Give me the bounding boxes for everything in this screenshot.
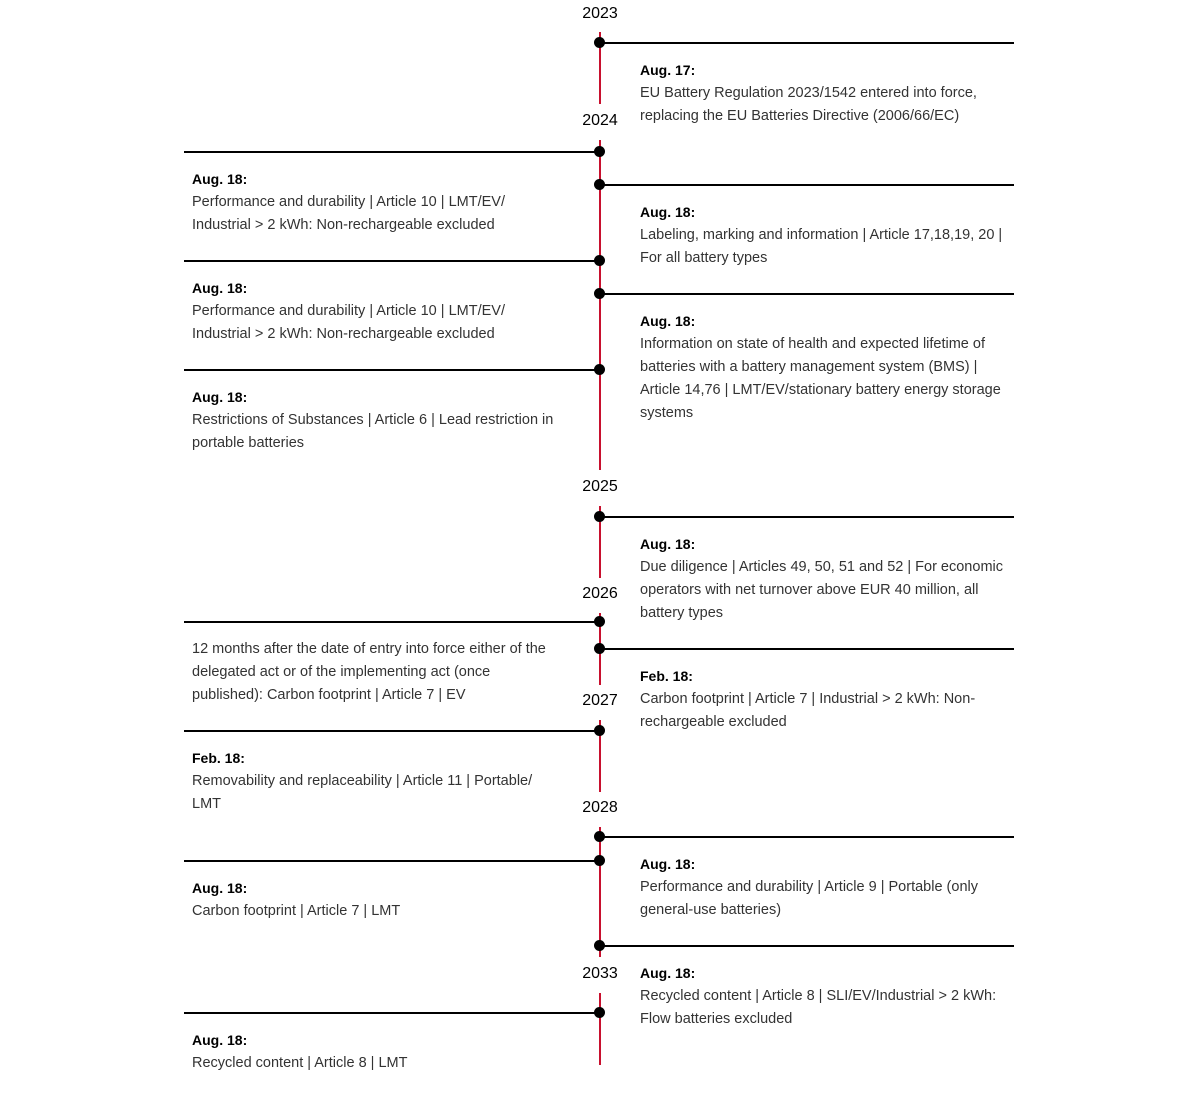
entry-date: Aug. 18: — [640, 536, 696, 552]
year-label: 2027 — [582, 692, 618, 709]
connector-line — [184, 151, 600, 153]
timeline-marker — [594, 725, 605, 736]
timeline-entry — [640, 962, 1012, 1031]
entry-text: Information on state of health and expected lifetime of batteries with a battery management system (BMS) | Article 14,76 | LMT/EV/stationary battery energy storage systems — [640, 336, 1001, 421]
timeline-marker — [594, 616, 605, 627]
timeline-entry — [192, 747, 562, 816]
year-label: 2033 — [582, 965, 618, 982]
entry-text: EU Battery Regulation 2023/1542 entered into force, replacing the EU Batteries Directive (2006/66/EC) — [640, 85, 977, 124]
timeline-entry — [192, 386, 562, 455]
entry-date: Aug. 18: — [640, 856, 696, 872]
connector-line — [184, 860, 600, 862]
connector-line — [600, 184, 1014, 186]
entry-date: Aug. 18: — [640, 965, 696, 981]
timeline-marker — [594, 364, 605, 375]
entry-date: Feb. 18: — [640, 668, 693, 684]
entry-date: Aug. 18: — [192, 280, 248, 296]
entry-date: Aug. 17: — [640, 62, 696, 78]
timeline-entry — [192, 168, 562, 237]
entry-date: Feb. 18: — [192, 750, 245, 766]
entry-text: Performance and durability | Article 10 | LMT/EV/ Industrial > 2 kWh: Non-rechargeable excluded — [192, 194, 505, 233]
timeline-marker — [594, 1007, 605, 1018]
year-label: 2026 — [582, 585, 618, 602]
entry-date: Aug. 18: — [640, 204, 696, 220]
timeline-marker — [594, 288, 605, 299]
entry-date: Aug. 18: — [192, 171, 248, 187]
entry-text: Restrictions of Substances | Article 6 | Lead restriction in portable batteries — [192, 412, 554, 451]
year-label: 2028 — [582, 799, 618, 816]
timeline-marker — [594, 179, 605, 190]
year-label: 2024 — [582, 112, 618, 129]
timeline-axis — [599, 993, 601, 1065]
entry-text: Removability and replaceability | Article 11 | Portable/ LMT — [192, 773, 533, 812]
timeline-axis — [599, 827, 601, 957]
timeline-marker — [594, 940, 605, 951]
timeline-entry — [640, 853, 1012, 922]
entry-text: Carbon footprint | Article 7 | LMT — [192, 903, 401, 919]
timeline-marker — [594, 831, 605, 842]
timeline-entry — [640, 665, 1012, 734]
timeline-marker — [594, 255, 605, 266]
timeline-entry — [192, 277, 562, 346]
connector-line — [600, 42, 1014, 44]
connector-line — [184, 260, 600, 262]
entry-text: Due diligence | Articles 49, 50, 51 and 52 | For economic operators with net turnover above EUR 40 million, all battery types — [640, 559, 1003, 621]
timeline-entry — [192, 638, 562, 707]
entry-text: Carbon footprint | Article 7 | Industrial > 2 kWh: Non-rechargeable excluded — [640, 691, 976, 730]
connector-line — [184, 369, 600, 371]
connector-line — [184, 730, 600, 732]
entry-date: Aug. 18: — [192, 1032, 248, 1048]
timeline-entry — [640, 533, 1012, 625]
timeline-marker — [594, 643, 605, 654]
connector-line — [184, 621, 600, 623]
connector-line — [600, 516, 1014, 518]
year-label: 2025 — [582, 478, 618, 495]
year-label: 2023 — [582, 5, 618, 22]
entry-text: Labeling, marking and information | Article 17,18,19, 20 | For all battery types — [640, 227, 1003, 266]
connector-line — [600, 836, 1014, 838]
timeline-marker — [594, 855, 605, 866]
connector-line — [600, 945, 1014, 947]
entry-text: Performance and durability | Article 9 | Portable (only general-use batteries) — [640, 879, 978, 918]
entry-text: Performance and durability | Article 10 | LMT/EV/ Industrial > 2 kWh: Non-rechargeable excluded — [192, 303, 505, 342]
timeline-entry — [640, 59, 1012, 128]
entry-text: Recycled content | Article 8 | LMT — [192, 1055, 408, 1071]
timeline-entry — [192, 1029, 562, 1075]
entry-text: Recycled content | Article 8 | SLI/EV/Industrial > 2 kWh: Flow batteries excluded — [640, 988, 997, 1027]
connector-line — [600, 648, 1014, 650]
entry-date: Aug. 18: — [192, 880, 248, 896]
connector-line — [184, 1012, 600, 1014]
entry-text: 12 months after the date of entry into force either of the delegated act or of the implementing act (once published): Carbon footprint | Article 7 | EV — [192, 641, 546, 703]
timeline-entry — [640, 310, 1012, 425]
timeline-entry — [192, 877, 562, 923]
connector-line — [600, 293, 1014, 295]
timeline-marker — [594, 146, 605, 157]
entry-date: Aug. 18: — [640, 313, 696, 329]
entry-date: Aug. 18: — [192, 389, 248, 405]
timeline-marker — [594, 511, 605, 522]
timeline-entry — [640, 201, 1012, 270]
timeline-marker — [594, 37, 605, 48]
